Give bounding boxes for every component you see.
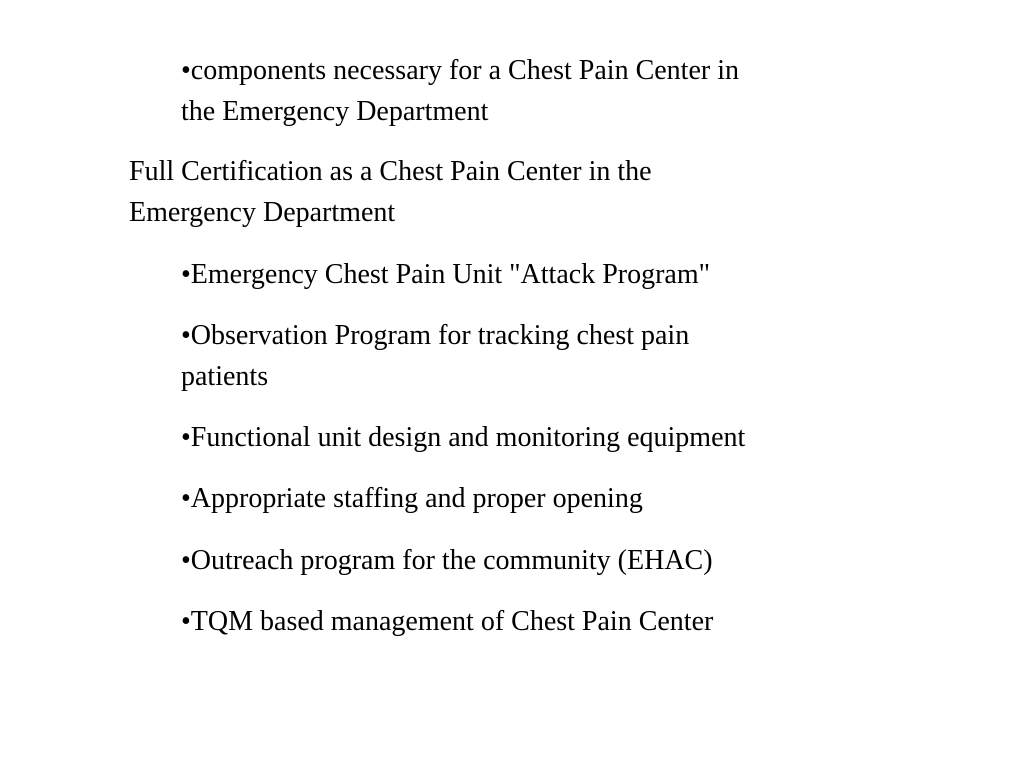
bullet-outreach: •Outreach program for the community (EHAC) — [181, 545, 713, 576]
heading-line2: Emergency Department — [129, 197, 396, 228]
bullet-functional-unit: •Functional unit design and monitoring equipment — [181, 422, 746, 453]
bullet-tqm: •TQM based management of Chest Pain Center — [181, 606, 714, 637]
bullet-observation-line2: patients — [181, 361, 269, 392]
bullet-staffing: •Appropriate staffing and proper opening — [181, 483, 643, 514]
bullet-components-line1: •components necessary for a Chest Pain Center in — [181, 55, 739, 86]
bullet-components-line2: the Emergency Department — [181, 96, 489, 127]
heading-line1: Full Certification as a Chest Pain Center in the — [129, 156, 652, 187]
bullet-observation-line1: •Observation Program for tracking chest pain — [181, 320, 690, 351]
bullet-attack-program: •Emergency Chest Pain Unit "Attack Program" — [181, 259, 711, 290]
